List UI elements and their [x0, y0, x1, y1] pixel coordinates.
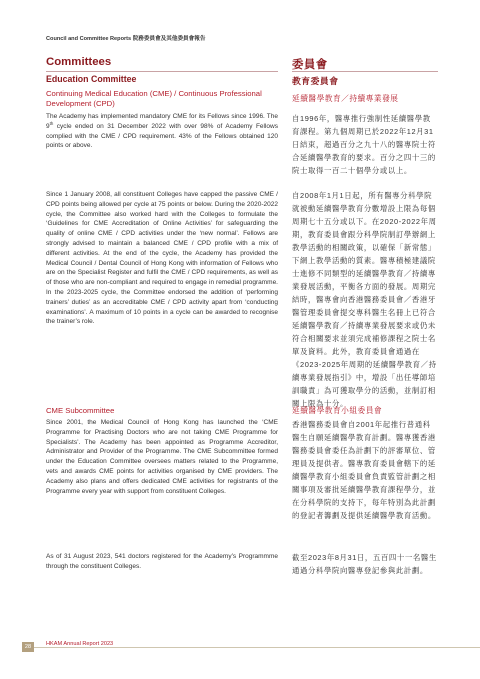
title-divider [46, 71, 278, 72]
paragraph-2: Since 1 January 2008, all constituent Colleges have capped the passive CME / CPD points being allowed per cycle at 75 points or below. During the 2020-2022 cycle, the Committee also worked hard with the Colleges to formulate the ‘Guidelines for CME Accreditation of Online Activities’ for safeguarding the quality of online CME / CPD activities under the ‘new normal’. Fellows are strongly advised to maintain a balanced CME / CPD profile with a mix of different activities. At the end of the cycle, the Academy has provided the Medical Council / Dental Council of Hong Kong with information of Fellows who are on the Specialist Register and fulfil the CME / CPD requirements, as well as of those who are non-compliant and required to engage in remedial programme. In the 2023-2025 cycle, the Committee endorsed the addition of ‘performing trainers’ duties’ as an accreditable CME / CPD activity apart from ‘conducting examinations’. A maximum of 10 points in a cycle can be awarded to recognise the trainer’s role. [46, 191, 278, 326]
running-header: Council and Committee Reports 院務委員會及其他委員會報告 [46, 36, 206, 42]
committee-subtitle-zh: 教育委員會 [292, 76, 339, 86]
paragraph-1-zh: 自1996年，醫專推行強制性延續醫學教育課程。第九個周期已於2022年12月31日結束，超過百分之九十八的醫專院士符合延續醫學教育的要求。百分之四十三的院士取得一百二十個學分或以上。 [292, 114, 436, 175]
title-divider-zh [292, 71, 438, 72]
section-title-zh: 委員會 [292, 59, 328, 71]
paragraph-3-zh: 香港醫務委員會自2001年起推行普通科醫生自願延續醫學教育計劃。醫專獲香港醫務委員會委任為計劃下的評審單位、管理員及提供者。醫專教育委員會轄下的延續醫學教育小組委員會負責監管計劃之相關事項及審批延續醫學教育課程學分，並在分科學院的支持下，每年特別為此計劃的登記者籌劃及提供延續醫學教育活動。 [292, 420, 436, 520]
cme-subcommittee-heading: CME Subcommittee [46, 406, 115, 415]
paragraph-2-zh: 自2008年1月1日起，所有醫專分科學院就被動延續醫學教育分數增設上限為每個周期七十五分或以下。在2020-2022年周期，教育委員會跟分科學院制訂學辦網上教學活動的相關政策，以確保「新常態」下網上教學活動的質素。醫專積極建議院士進修不同類型的延續醫學教育／持續專業發展活動，平衡各方面的發展。周期完結時，醫專會向香港醫務委員會／香港牙醫管理委員會提交專科醫生名冊上已符合延續醫學教育／持續專業發展要求或仍未符合相關要求並須完成補修課程之院士名單及資料。此外，教育委員會通過在《2023-2025年周期的延續醫學教育／持續專業發展指引》中，增設「出任導師培訓職責」為可獲取學分的活動，並制訂相關上限為十分。 [292, 191, 437, 408]
paragraph-1-end: cycle ended on 31 December 2022 with over 98% of Academy Fellows complied with the CME / CPD requirement. 43% of the Fellows obtained 120 points or above. [46, 122, 278, 150]
cme-heading-zh: 延續醫學教育／持續專業發展 [292, 94, 399, 103]
ordinal-suffix: th [49, 120, 54, 126]
cme-heading: Continuing Medical Education (CME) / Continuous Professional Development (CPD) [46, 89, 262, 108]
paragraph-4: As of 31 August 2023, 541 doctors registered for the Academy’s Programmme through the constituent Colleges. [46, 553, 278, 570]
paragraph-1 [46, 112, 278, 151]
page-number: 28 [22, 642, 34, 652]
paragraph-1-start: The Academy has implemented mandatory CME for its Fellows since 1996. The 9 [46, 113, 278, 130]
paragraph-4-zh: 截至2023年8月31日，五百四十一名醫生通過分科學院向醫專登記參與此計劃。 [292, 553, 437, 575]
paragraph-3: Since 2001, the Medical Council of Hong Kong has launched the ‘CME Programme for Practising Doctors who are not taking CME Programme for Specialists’. The Academy has been appointed as Programme Accreditor, Administrator and Provider of the Programme. The CME Subcommittee formed under the Education Committee oversees matters related to the Programme, vets and awards CME points for activities organised by CME providers. The Academy also plans and offers dedicated CME activities for registrants of the Programme every year with support from constituent Colleges. [46, 419, 278, 495]
committee-subtitle: Education Committee [46, 74, 137, 84]
footer-rule [34, 647, 480, 648]
cme-subcommittee-heading-zh: 延續醫學教育小組委員會 [292, 406, 383, 415]
section-title: Committees [46, 56, 112, 68]
page-footer [0, 638, 480, 668]
publication-title: HKAM Annual Report 2023 [46, 641, 114, 647]
